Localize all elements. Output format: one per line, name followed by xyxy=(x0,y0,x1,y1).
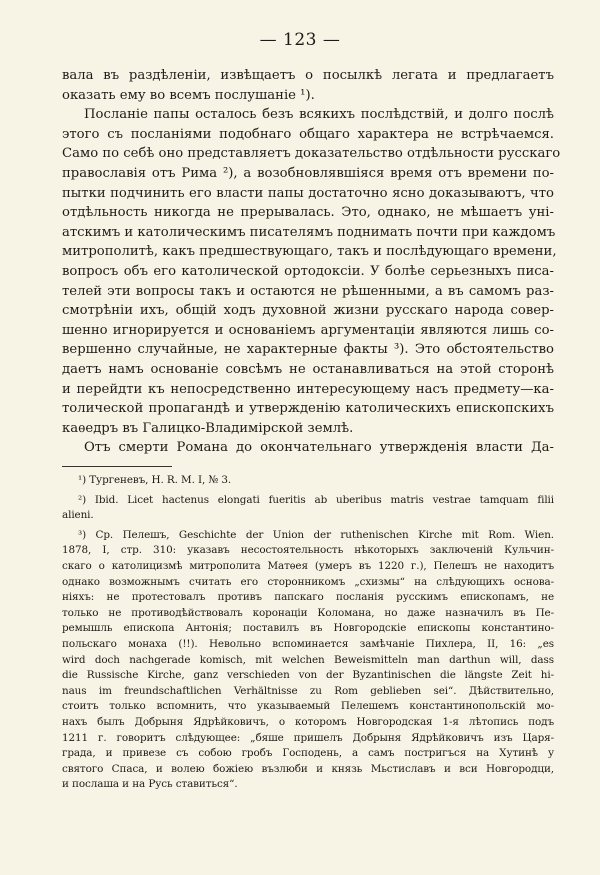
footnote-3-line: naus im freundschaftlichen Verhältnisse zu Rom geblieben sei“. Дѣйствительно, xyxy=(62,684,554,697)
text-line: этого съ посланіями подобнаго общаго характера не встрѣчаемся. xyxy=(62,126,554,142)
footnote-1: ¹) Тургеневъ, H. R. M. I, № 3. xyxy=(78,474,232,486)
footnotes xyxy=(62,473,554,793)
footnote-3-line: 1878, I, стр. 310: указавъ несостоятельность нѣкоторыхъ заключеній Кульчин- xyxy=(62,544,554,557)
footnote-3-line: польскаго монаха (!!). Невольно вспоминается замѣчаніе Пихлера, II, 16: „es xyxy=(62,637,554,650)
text-line: и перейдти къ непосредственно интересующему насъ предмету—ка- xyxy=(62,381,554,397)
footnote-3-line: и послаша и на Русь ставиться“. xyxy=(62,778,238,791)
footnote-3-line: однако возможнымъ считать его сторонникомъ „схизмы“ на слѣдующихъ основа- xyxy=(62,575,554,588)
footnote-3-line: 1211 г. говоритъ слѣдующее: „бяше пришелъ Добрыня Ядрѣйковичъ изъ Царя- xyxy=(62,731,554,744)
text-line: Посланіе папы осталось безъ всякихъ послѣдствій, и долго послѣ xyxy=(84,107,554,123)
footnote-3-line: нахъ былъ Добрыня Ядрѣйковичъ, о которомъ Новгородская 1-я лѣтопись подъ xyxy=(62,715,554,728)
footnote-3-line: ³) Ср. Пелешъ, Geschichte der Union der ruthenischen Kirche mit Rom. Wien. xyxy=(78,528,554,541)
footnote-3-line: града, и привезе съ собою гробъ Господень, а самъ постригъся на Хутинѣ у xyxy=(62,747,554,760)
footnote-3-line: die Russische Kirche, ganz verschieden von der Byzantinischen die längste Zeit hi- xyxy=(62,669,554,682)
text-line: атскимъ и католическимъ писателямъ поднимать почти при каждомъ xyxy=(62,224,556,240)
footnote-divider xyxy=(62,466,172,467)
page-number: — 123 — xyxy=(259,30,341,50)
text-line: вопросъ объ его католической ортодоксіи. У болѣе серьезныхъ писа- xyxy=(62,263,554,279)
footnote-3-line: ремышль епископа Антонія; поставилъ въ Новгородскіе епископы константино- xyxy=(62,622,554,635)
text-line: пытки подчинить его власти папы достаточно ясно доказываютъ, что xyxy=(62,185,554,201)
text-line: толической пропагандѣ и утвержденію католическихъ епископскихъ xyxy=(62,401,554,417)
main-text xyxy=(62,66,561,458)
text-line: отдѣльность никогда не прерывалась. Это, однако, не мѣшаетъ уні- xyxy=(62,205,554,221)
text-line: оказать ему во всемъ послушаніе ¹). xyxy=(62,87,315,103)
footnote-2-line: ²) Ibid. Licet hactenus elongati fueritis ab uberibus matris vestrae tamquam filii xyxy=(78,493,554,506)
text-line: Отъ смерти Романа до окончательнаго утвержденія власти Да- xyxy=(84,440,554,456)
text-line: шенно игнорируется и основаніемъ аргументаціи являются лишь со- xyxy=(62,322,554,338)
text-line: телей эти вопросы такъ и остаются не рѣшенными, а въ самомъ раз- xyxy=(62,283,554,299)
text-line: вала въ раздѣленіи, извѣщаетъ о посылкѣ легата и предлагаетъ xyxy=(62,68,554,83)
footnote-3-line: только не противодѣйствовалъ коронаціи Коломана, но даже назначилъ въ Пе- xyxy=(62,606,554,619)
text-line: смотрѣніи ихъ, общій ходъ духовной жизни русскаго народа совер- xyxy=(62,303,554,319)
text-line: вершенно случайные, не характерные факты ³). Это обстоятельство xyxy=(62,342,554,358)
footnote-2-line: alieni. xyxy=(62,509,94,522)
footnote-3-line: ніяхъ: не протестовалъ противъ папскаго посланія русскимъ епископамъ, не xyxy=(62,591,554,604)
text-line: православія отъ Рима ²), а возобновлявшіяся время отъ времени по- xyxy=(62,165,554,181)
text-line: каѳедръ въ Галицко-Владимірской землѣ. xyxy=(62,420,354,436)
text-line: митрополитѣ, какъ предшествующаго, такъ и послѣдующаго времени, xyxy=(62,244,557,260)
footnote-3-line: святого Спаса, и волею божіею възлюби и князь Мьстиславъ и вси Новгородци, xyxy=(62,762,554,775)
text-line: даетъ намъ основаніе совсѣмъ не останавливаться на этой сторонѣ xyxy=(62,361,554,377)
footnote-3-line: стоитъ только вспомнить, что указываемый Пелешемъ константинопольскій мо- xyxy=(62,700,554,713)
footnote-3-line: wird doch nachgerade komisch, mit welchen Beweismitteln man darthun will, dass xyxy=(62,653,554,666)
footnote-3-line: скаго о католицизмѣ митрополита Матѳея (умеръ въ 1220 г.), Пелешъ не находитъ xyxy=(62,559,554,572)
text-line: Само по себѣ оно представляетъ доказательство отдѣльности русскаго xyxy=(62,146,561,162)
